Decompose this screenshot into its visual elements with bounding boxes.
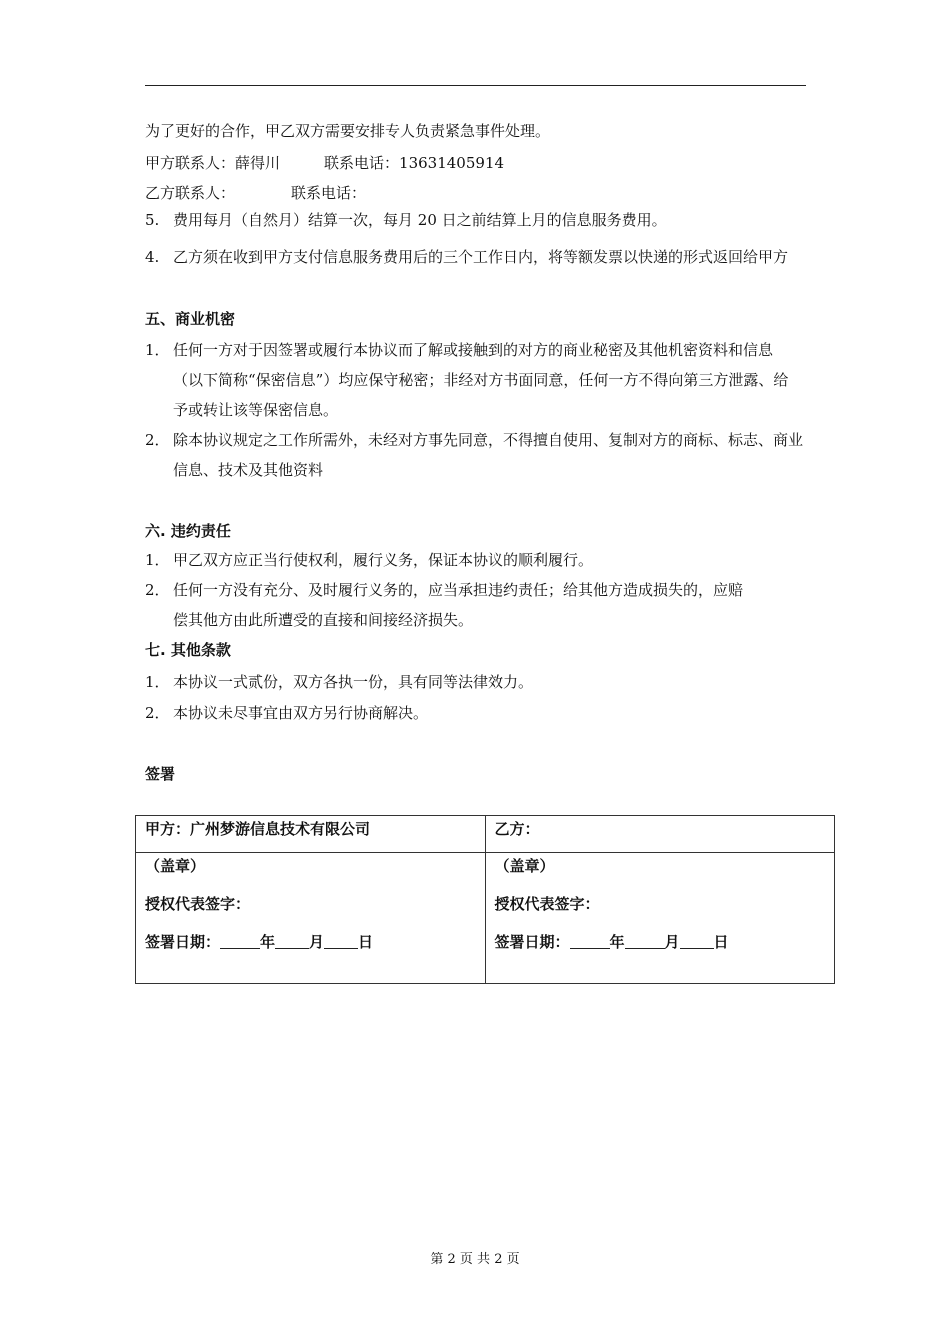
party-b-date: 签署日期： 年 月 日 bbox=[494, 933, 729, 951]
party-a-phone-label: 联系电话： bbox=[324, 154, 400, 172]
party-a-contact-line bbox=[145, 153, 504, 173]
section7-item-1: 1． 本协议一式贰份，双方各执一份，具有同等法律效力。 bbox=[145, 673, 534, 691]
party-b-phone-label: 联系电话： bbox=[291, 184, 367, 202]
party-b-contact-label: 乙方联系人： bbox=[145, 184, 236, 202]
section5-item-2: 2． 除本协议规定之工作所需外，未经对方事先同意，不得擅自使用、复制对方的商标、标志、商业 bbox=[145, 431, 804, 449]
section5-title: 五、商业机密 bbox=[145, 310, 236, 328]
party-a-seal: （盖章） bbox=[145, 857, 206, 875]
section7-item-2: 2． 本协议未尽事宜由双方另行协商解决。 bbox=[145, 704, 429, 722]
sign-title: 签署 bbox=[145, 765, 176, 783]
party-b-name-cell: 乙方： bbox=[485, 816, 835, 853]
signature-table bbox=[135, 815, 835, 984]
party-b-rep: 授权代表签字： bbox=[494, 895, 600, 913]
section5-item-1: 1． 任何一方对于因签署或履行本协议而了解或接触到的对方的商业秘密及其他机密资料和信息 bbox=[145, 341, 774, 359]
party-a-sign-cell bbox=[136, 853, 486, 984]
section7-title: 七. 其他条款 bbox=[145, 641, 231, 659]
header-rule bbox=[145, 85, 806, 86]
party-b-contact-line bbox=[145, 183, 366, 203]
section6-item-2-line2: 偿其他方由此所遭受的直接和间接经济损失。 bbox=[173, 611, 474, 629]
page-footer: 第 2 页 共 2 页 bbox=[430, 1252, 520, 1267]
party-a-date: 签署日期： 年 月 日 bbox=[145, 933, 374, 951]
party-b-seal: （盖章） bbox=[494, 857, 555, 875]
party-a-rep: 授权代表签字： bbox=[145, 895, 251, 913]
party-a-contact-name: 薛得川 bbox=[235, 154, 281, 172]
payment-item-2: 4. 乙方须在收到甲方支付信息服务费用后的三个工作日内，将等额发票以快递的形式返回给甲方 bbox=[145, 248, 789, 266]
payment-item-1: 5. 费用每月（自然月）结算一次，每月 20 日之前结算上月的信息服务费用。 bbox=[145, 211, 667, 229]
section6-item-2: 2． 任何一方没有充分、及时履行义务的，应当承担违约责任；给其他方造成损失的，应赔 bbox=[145, 581, 744, 599]
section5-item-1-line3: 予或转让该等保密信息。 bbox=[173, 401, 339, 419]
section6-item-1: 1． 甲乙双方应正当行使权利，履行义务，保证本协议的顺利履行。 bbox=[145, 551, 594, 569]
party-a-phone: 13631405914 bbox=[399, 154, 505, 172]
party-a-name-cell: 甲方：广州梦游信息技术有限公司 bbox=[136, 816, 486, 853]
party-b-sign-cell bbox=[485, 853, 835, 984]
section5-item-2-line2: 信息、技术及其他资料 bbox=[173, 461, 324, 479]
section5-item-1-line2: （以下简称“保密信息”）均应保守秘密；非经对方书面同意，任何一方不得向第三方泄露、给 bbox=[173, 371, 789, 389]
intro-text: 为了更好的合作，甲乙双方需要安排专人负责紧急事件处理。 bbox=[145, 122, 551, 140]
party-a-contact-label: 甲方联系人： bbox=[145, 154, 236, 172]
section6-title: 六. 违约责任 bbox=[145, 522, 231, 540]
